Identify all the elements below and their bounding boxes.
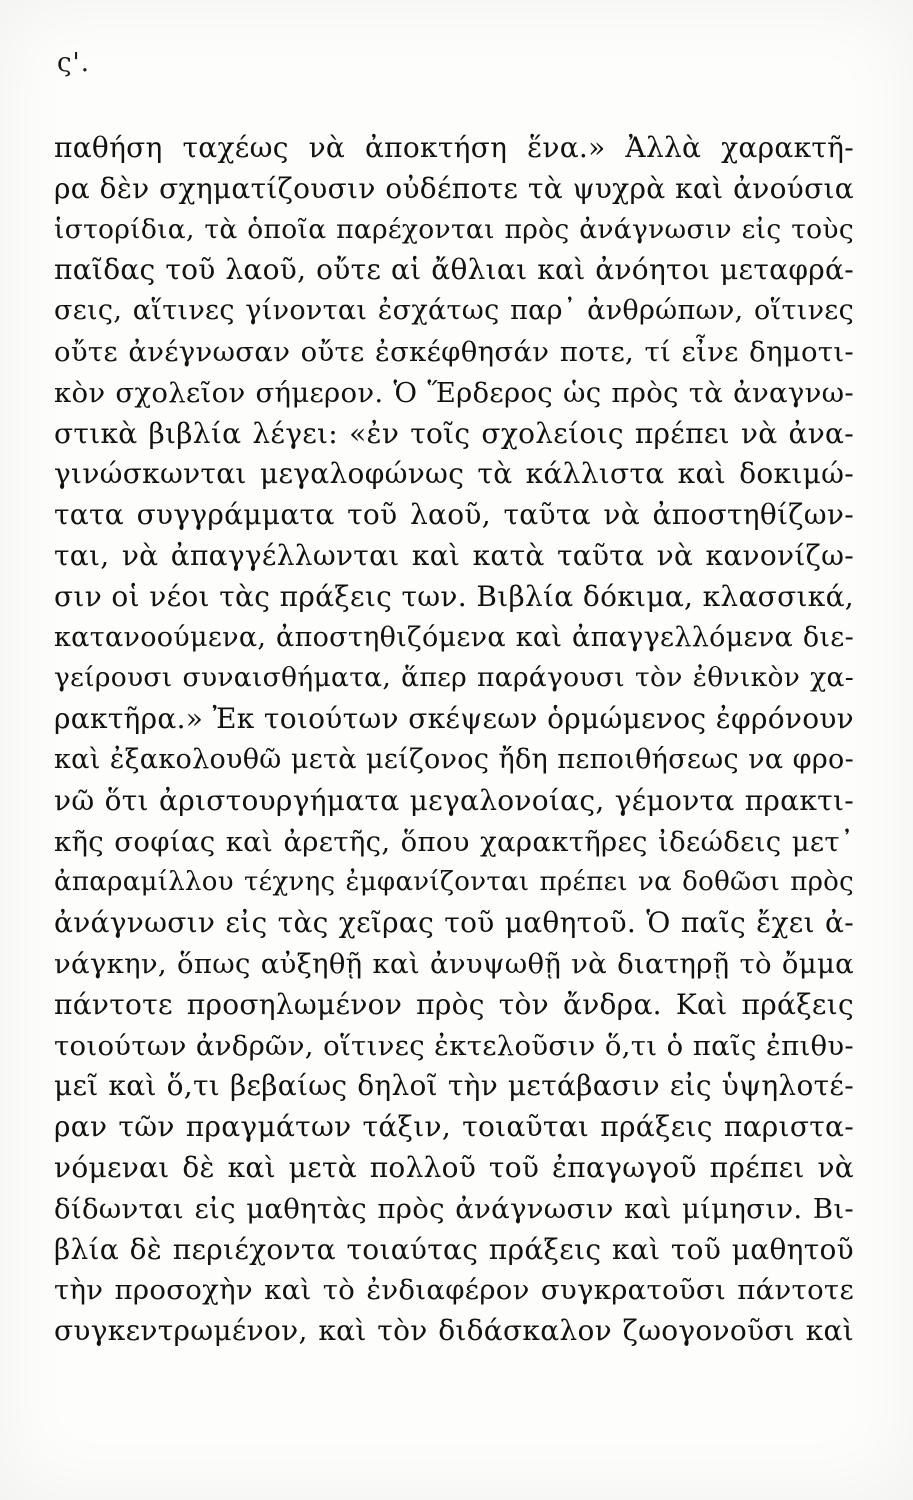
text-line: παῖδας τοῦ λαοῦ, οὔτε αἱ ἄθλιαι καὶ ἀνόητοι μεταφρά- bbox=[54, 253, 854, 287]
text-line: βλία δὲ περιέχοντα τοιαύτας πράξεις καὶ τοῦ μαθητοῦ bbox=[54, 1232, 854, 1266]
text-line: σεις, αἵτινες γίνονται ἐσχάτως παρ᾽ ἀνθρώπων, οἵτινες bbox=[54, 295, 854, 327]
text-line: μεῖ καὶ ὅ,τι βεβαίως δηλοῖ τὴν μετάβασιν εἰς ὑψηλοτέ- bbox=[54, 1069, 854, 1103]
text-line: ται, νὰ ἀπαγγέλλωνται καὶ κατὰ ταῦτα νὰ κανονίζω- bbox=[54, 538, 854, 572]
text-line: νόμεναι δὲ καὶ μετὰ πολλοῦ τοῦ ἐπαγωγοῦ πρέπει νὰ bbox=[54, 1150, 854, 1184]
text-line: ἱστορίδια, τὰ ὁποῖα παρέχονται πρὸς ἀνάγνωσιν εἰς τοὺς bbox=[54, 213, 854, 245]
text-line: ἀπαραμίλλου τέχνης ἐμφανίζονται πρέπει να δοθῶσι πρὸς bbox=[54, 867, 854, 898]
text-line: ἀνάγνωσιν εἰς τὰς χεῖρας τοῦ μαθητοῦ. Ὁ παῖς ἔχει ἀ- bbox=[54, 906, 854, 940]
text-line: δίδωνται εἰς μαθητὰς πρὸς ἀνάγνωσιν καὶ μίμησιν. Βι- bbox=[54, 1192, 854, 1225]
text-line: οὔτε ἀνέγνωσαν οὔτε ἐσκέφθησάν ποτε, τί εἶνε δημοτι- bbox=[54, 335, 854, 368]
text-line: στικὰ βιβλία λέγει: «ἐν τοῖς σχολείοις πρέπει νὰ ἀνα- bbox=[54, 416, 854, 450]
text-line: κατανοούμενα, ἀποστηθιζόμενα καὶ ἀπαγγελλόμενα διε- bbox=[54, 621, 854, 653]
text-line: τὴν προσοχὴν καὶ τὸ ἐνδιαφέρον συγκρατοῦσι πάντοτε bbox=[54, 1274, 854, 1307]
text-line: γινώσκωνται μεγαλοφώνως τὰ κάλλιστα καὶ δοκιμώ- bbox=[54, 457, 854, 491]
text-line: τοιούτων ἀνδρῶν, οἵτινες ἐκτελοῦσιν ὅ,τι ὁ παῖς ἐπιθυ- bbox=[54, 1029, 854, 1062]
text-line: νάγκην, ὅπως αὐξηθῇ καὶ ἀνυψωθῇ νὰ διατηρῇ τὸ ὄμμα bbox=[54, 947, 854, 980]
text-line: γείρουσι συναισθήματα, ἅπερ παράγουσι τὸν ἐθνικὸν χα- bbox=[54, 662, 854, 694]
text-line: συγκεντρωμένον, καὶ τὸν διδάσκαλον ζωογονοῦσι καὶ bbox=[54, 1314, 854, 1348]
text-line: κὸν σχολεῖον σήμερον. Ὁ Ἕρδερος ὡς πρὸς τὰ ἀναγνω- bbox=[54, 376, 854, 409]
page-number: ς'. bbox=[57, 48, 90, 78]
text-line: πάντοτε προσηλωμένον πρὸς τὸν ἄνδρα. Καὶ πράξεις bbox=[54, 987, 854, 1021]
text-line: ρακτῆρα.» Ἐκ τοιούτων σκέψεων ὁρμώμενος ἐφρόνουν bbox=[54, 702, 854, 736]
text-line: καὶ ἐξακολουθῶ μετὰ μείζονος ἤδη πεποιθήσεως να φρο- bbox=[54, 743, 854, 775]
text-line: κῆς σοφίας καὶ ἀρετῆς, ὅπου χαρακτῆρες ἰδεώδεις μετ᾽ bbox=[54, 825, 854, 858]
text-line: ρα δὲν σχηματίζουσιν οὐδέποτε τὰ ψυχρὰ καὶ ἀνούσια bbox=[54, 171, 854, 205]
text-line: τατα συγγράμματα τοῦ λαοῦ, ταῦτα νὰ ἀποστηθίζων- bbox=[54, 498, 854, 532]
body-text bbox=[54, 128, 854, 1352]
text-line: σιν οἱ νέοι τὰς πράξεις των. Βιβλία δόκιμα, κλασσικά, bbox=[54, 579, 854, 613]
text-line: ραν τῶν πραγμάτων τάξιν, τοιαῦται πράξεις παριστα- bbox=[54, 1110, 854, 1144]
text-line: παθήση ταχέως νὰ ἀποκτήση ἕνα.» Ἀλλὰ χαρακτῆ- bbox=[54, 131, 854, 164]
text-line: νῶ ὅτι ἀριστουργήματα μεγαλονοίας, γέμοντα πρακτι- bbox=[54, 783, 854, 817]
